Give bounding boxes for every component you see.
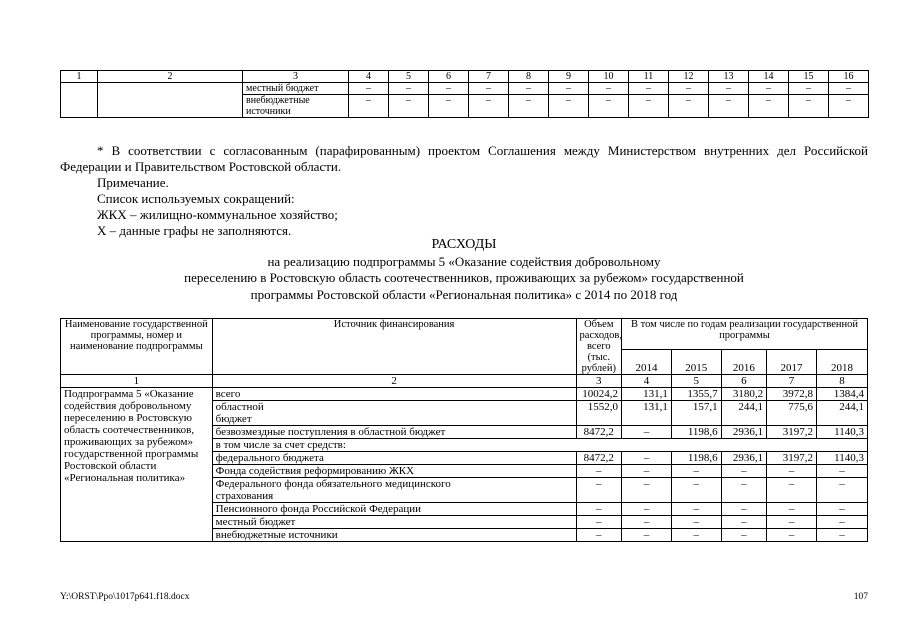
value-cell: 3972,8 [767,388,817,401]
total-cell: – [576,503,621,516]
source-cell: Фонда содействия реформированию ЖКХ [212,465,576,478]
value-cell: – [622,452,672,465]
total-cell: – [576,529,621,542]
total-cell: – [576,478,621,503]
value-cell: – [749,83,789,95]
value-cell: – [709,95,749,118]
section-heading [60,237,868,303]
value-cell: 244,1 [721,401,766,426]
value-cell: – [349,83,389,95]
year-header: 2014 [622,350,672,375]
index-cell: 1 [61,375,213,388]
source-cell: безвозмездные поступления в областной бюджет [212,426,576,439]
index-cell: 5 [671,375,721,388]
header-cell: 8 [509,71,549,83]
year-header: 2018 [816,350,867,375]
value-cell: – [622,426,672,439]
total-cell: 10024,2 [576,388,621,401]
source-text: Федерального фонда обязательного медицинского страхования [215,478,451,502]
table-row [61,388,868,401]
value-cell: – [671,516,721,529]
value-cell: 1384,4 [816,388,867,401]
value-cell: – [669,95,709,118]
empty-cell [98,83,243,118]
value-cell: – [767,478,817,503]
value-cell: – [622,465,672,478]
value-cell: 1140,3 [816,426,867,439]
header-cell: 10 [589,71,629,83]
value-cell: – [509,95,549,118]
source-cell [212,401,576,426]
source-cell: внебюджетные источники [212,529,576,542]
value-cell: – [816,465,867,478]
source-cell: местный бюджет [243,83,349,95]
value-cell: 244,1 [816,401,867,426]
header-row [61,319,868,350]
heading-line: переселению в Ростовскую область соотечественников, проживающих за рубежом» государственной [184,270,744,285]
program-name-cell: Подпрограмма 5 «Оказание содействия добровольному переселению в Ростовскую область соотечественников, проживающих за рубежом» государственной программы Ростовской области «Региональная политика» [61,388,213,542]
index-row [61,375,868,388]
header-cell: 6 [429,71,469,83]
value-cell: – [429,95,469,118]
header-cell: 16 [829,71,869,83]
expenses-table [60,318,868,542]
value-cell: – [622,503,672,516]
value-cell: – [589,83,629,95]
source-cell: всего [212,388,576,401]
header-cell: 5 [389,71,429,83]
header-cell: 14 [749,71,789,83]
value-cell: 2936,1 [721,426,766,439]
value-cell: – [767,529,817,542]
value-cell: – [749,95,789,118]
empty-cell [61,83,98,118]
source-cell: федерального бюджета [212,452,576,465]
value-cell: 3197,2 [767,426,817,439]
header-cell: 3 [243,71,349,83]
source-cell [212,478,576,503]
file-path: Y:\ORST\Ppo\1017p641.f18.docx [60,592,190,602]
value-cell: – [671,465,721,478]
value-cell: – [549,83,589,95]
value-cell: – [721,478,766,503]
total-cell: – [576,516,621,529]
value-cell: – [389,95,429,118]
abbreviation-item: Х – данные графы не заполняются. [97,223,292,238]
note-title: Примечание. [97,175,169,190]
col-years-header: В том числе по годам реализации государственной программы [622,319,868,350]
value-cell: – [629,95,669,118]
value-cell: – [509,83,549,95]
value-cell: 3180,2 [721,388,766,401]
value-cell: – [816,516,867,529]
value-cell: – [669,83,709,95]
source-subheader: в том числе за счет средств: [212,439,867,452]
value-cell: – [816,503,867,516]
notes-block [60,143,868,239]
value-cell: 1198,6 [671,452,721,465]
value-cell: – [671,503,721,516]
value-cell: 131,1 [622,388,672,401]
heading-line: на реализацию подпрограммы 5 «Оказание содействия добровольному [267,253,661,269]
index-cell: 4 [622,375,672,388]
header-cell: 1 [61,71,98,83]
value-cell: – [622,516,672,529]
value-cell: – [469,83,509,95]
col-source-header: Источник финансирования [212,319,576,375]
value-cell: – [429,83,469,95]
value-cell: – [789,95,829,118]
continuation-table [60,70,869,118]
table-row [61,83,869,95]
header-cell: 12 [669,71,709,83]
value-cell: – [469,95,509,118]
heading-title: РАСХОДЫ [431,237,497,252]
value-cell: – [589,95,629,118]
value-cell: 1198,6 [671,426,721,439]
value-cell: – [789,83,829,95]
total-cell: 1552,0 [576,401,621,426]
total-cell: 8472,2 [576,426,621,439]
value-cell: – [721,503,766,516]
value-cell: – [671,529,721,542]
value-cell: – [622,478,672,503]
value-cell: 1140,3 [816,452,867,465]
heading-line: программы Ростовской области «Региональная политика» с 2014 по 2018 год [250,286,678,302]
value-cell: – [816,529,867,542]
value-cell: – [767,503,817,516]
value-cell: – [721,516,766,529]
total-cell: 8472,2 [576,452,621,465]
value-cell: – [767,465,817,478]
source-cell: Пенсионного фонда Российской Федерации [212,503,576,516]
index-cell: 3 [576,375,621,388]
header-cell: 11 [629,71,669,83]
value-cell: – [349,95,389,118]
value-cell: 2936,1 [721,452,766,465]
header-row [61,71,869,83]
header-cell: 13 [709,71,749,83]
value-cell: – [721,465,766,478]
source-text: областной бюджет [215,401,264,425]
header-cell: 4 [349,71,389,83]
value-cell: 775,6 [767,401,817,426]
header-cell: 7 [469,71,509,83]
value-cell: 3197,2 [767,452,817,465]
header-cell: 9 [549,71,589,83]
col-volume-header: Объем расходов, всего (тыс. рублей) [576,319,621,375]
total-cell: – [576,465,621,478]
value-cell: – [767,516,817,529]
source-cell: внебюджетные источники [243,95,349,118]
value-cell: 1355,7 [671,388,721,401]
year-header: 2016 [721,350,766,375]
header-cell: 2 [98,71,243,83]
value-cell: – [629,83,669,95]
value-cell: – [709,83,749,95]
value-cell: – [829,83,869,95]
value-cell: – [389,83,429,95]
index-cell: 2 [212,375,576,388]
source-cell: местный бюджет [212,516,576,529]
page-number: 107 [853,592,868,602]
value-cell: – [721,529,766,542]
value-cell: – [816,478,867,503]
abbreviations-title: Список используемых сокращений: [97,191,295,206]
value-cell: 131,1 [622,401,672,426]
index-cell: 7 [767,375,817,388]
value-cell: – [622,529,672,542]
year-header: 2015 [671,350,721,375]
value-cell: 157,1 [671,401,721,426]
index-cell: 8 [816,375,867,388]
footnote: * В соответствии с согласованным (парафированным) проектом Соглашения между Министерством внутренних дел Российской Федерации и Правительством Ростовской области. [60,143,868,174]
header-cell: 15 [789,71,829,83]
value-cell: – [549,95,589,118]
value-cell: – [829,95,869,118]
value-cell: – [671,478,721,503]
index-cell: 6 [721,375,766,388]
col-name-header: Наименование государственной программы, номер и наименование подпрограммы [61,319,213,375]
year-header: 2017 [767,350,817,375]
abbreviation-item: ЖКХ – жилищно-коммунальное хозяйство; [97,207,338,222]
